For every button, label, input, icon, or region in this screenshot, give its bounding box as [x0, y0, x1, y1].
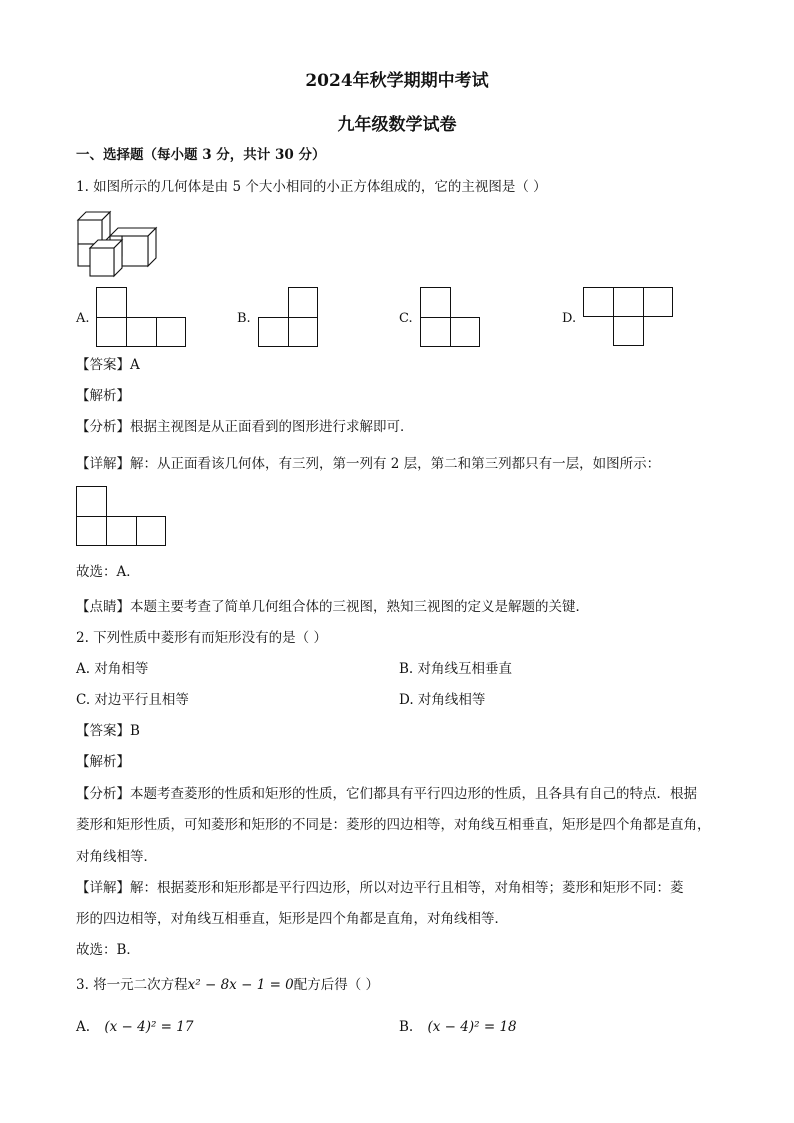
- q3-stem-pre: 3. 将一元二次方程: [76, 977, 188, 993]
- q2-detail-line-2: 形的四边相等，对角线互相垂直，矩形是四个角都是直角，对角线相等．: [76, 911, 508, 927]
- question-1-stem: 1. 如图所示的几何体是由 5 个大小相同的小正方体组成的，它的主视图是（ ）: [76, 179, 547, 195]
- q1-option-c-label: C.: [399, 311, 413, 326]
- exam-subtitle: 九年级数学试卷: [337, 115, 457, 135]
- q1-dianjing: 【点睛】本题主要考查了简单几何组合体的三视图，熟知三视图的定义是解题的关键．: [76, 599, 589, 615]
- question-3-stem: [76, 976, 379, 994]
- q3-option-a-expr: (x − 4)² = 17: [104, 1019, 194, 1035]
- cube-solid-figure: [74, 208, 160, 278]
- section-heading: 一、选择题（每小题 3 分，共计 30 分）: [76, 147, 326, 163]
- q2-answer: 【答案】B: [76, 723, 140, 739]
- q2-analysis-line-3: 对角线相等．: [76, 849, 157, 865]
- q3-option-b: [399, 1018, 517, 1036]
- q3-option-a-label: A.: [76, 1019, 91, 1035]
- q2-option-b: B. 对角线互相垂直: [399, 661, 513, 677]
- q3-option-b-label: B.: [399, 1019, 414, 1035]
- q3-option-b-expr: (x − 4)² = 18: [427, 1019, 517, 1035]
- q1-jiexi: 【解析】: [76, 388, 130, 404]
- q2-analysis-line-2: 菱形和矩形性质，可知菱形和矩形的不同是：菱形的四边相等，对角线互相垂直，矩形是四个角都是直角，: [76, 817, 711, 833]
- question-2-stem: 2. 下列性质中菱形有而矩形没有的是（ ）: [76, 630, 327, 646]
- q2-option-d: D. 对角线相等: [399, 692, 486, 708]
- q1-detail: 【详解】解：从正面看该几何体，有三列，第一列有 2 层，第二和第三列都只有一层，如图所示：: [76, 456, 661, 472]
- q1-option-d-label: D.: [562, 311, 577, 326]
- q3-equation: x² − 8x − 1 = 0: [187, 977, 294, 993]
- q2-detail-line-1: 【详解】解：根据菱形和矩形都是平行四边形，所以对边平行且相等，对角相等；菱形和矩形不同：菱: [76, 880, 684, 896]
- q1-option-b-label: B.: [237, 311, 251, 326]
- q1-answer: 【答案】A: [76, 357, 140, 373]
- exam-title: 2024年秋学期期中考试: [305, 71, 489, 91]
- q3-stem-post: 配方后得（ ）: [293, 977, 380, 993]
- q3-option-a: [76, 1018, 193, 1036]
- q1-result: 故选：A．: [76, 564, 140, 580]
- q1-option-a-label: A.: [76, 311, 90, 326]
- q2-analysis-line-1: 【分析】本题考查菱形的性质和矩形的性质，它们都具有平行四边形的性质，且各具有自己的特点．根据: [76, 786, 697, 802]
- q2-option-a: A. 对角相等: [76, 661, 149, 677]
- q2-result: 故选：B．: [76, 942, 140, 958]
- q2-jiexi: 【解析】: [76, 754, 130, 770]
- q1-analysis: 【分析】根据主视图是从正面看到的图形进行求解即可．: [76, 419, 414, 435]
- q2-option-c: C. 对边平行且相等: [76, 692, 189, 708]
